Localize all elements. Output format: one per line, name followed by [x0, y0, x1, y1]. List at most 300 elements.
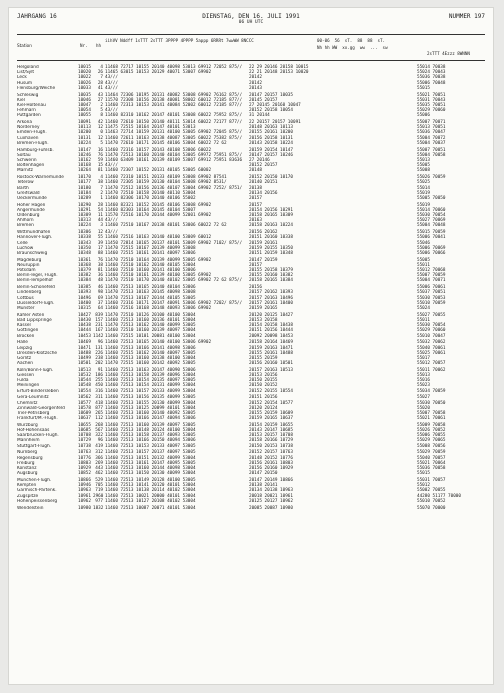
- synop-code: 11460 72513 10151 20132 40099 53004: [105, 455, 196, 461]
- station-number: 10444: [78, 328, 91, 334]
- extra-code: 55036 70038: [417, 75, 446, 81]
- weather-code: 20147 20157 10035: [249, 92, 293, 98]
- extra-code: 55006 70055: [417, 433, 446, 439]
- weather-code: 20151 20156 10444: [249, 328, 293, 334]
- station-height: 81: [97, 268, 103, 274]
- station-height: 231: [95, 323, 103, 329]
- station-name: Garmisch-Partenk.: [17, 488, 57, 494]
- weather-code: 20159 20155 10350: [249, 245, 293, 251]
- station-height: 5: [100, 108, 103, 114]
- extra-code: 55013: [417, 157, 430, 163]
- table-row: [17, 389, 485, 394]
- station-height: 55: [97, 235, 103, 241]
- station-height: 38: [97, 262, 103, 268]
- station-height: 41: [97, 85, 103, 91]
- extra-code: 55014: [417, 185, 430, 191]
- station-height: 69: [97, 295, 103, 301]
- station-name: Oldenburg: [17, 213, 40, 219]
- station-name: Angermünde: [17, 207, 45, 213]
- weather-code: 20134 20156: [249, 190, 278, 196]
- table-row: [17, 141, 485, 146]
- extra-code: 55004 70058: [417, 152, 446, 158]
- extra-code: 55024: [417, 306, 430, 311]
- volume-label: JAHRGANG 16: [17, 13, 57, 20]
- extra-code: 55032 70062: [417, 340, 446, 346]
- station-height: 28: [97, 202, 103, 208]
- synop-code: 11570 72308 10156 20138 40081 58002 60012 72185 877//: [105, 97, 243, 103]
- station-number: 10200: [78, 130, 91, 136]
- station-height: 186: [95, 373, 103, 379]
- extra-code: 55006 70069: [417, 245, 446, 251]
- station-number: 10609: [78, 410, 91, 416]
- extra-code: 55007 70059: [417, 273, 446, 279]
- synop-code: 11460 72513 10166 20147 40094 53006: [105, 416, 196, 422]
- weather-code: 20155 20158 10379: [249, 268, 293, 274]
- issue-number: NUMMER 197: [448, 13, 485, 20]
- synop-code: 11460 72513 10148 20124 40100 53004: [105, 428, 196, 434]
- station-name: Bremen-Flugh.: [17, 140, 49, 146]
- weather-code: 20152 20155 10554: [249, 388, 293, 394]
- station-name: Giessen: [17, 373, 35, 379]
- synop-code: 11460 72516 10163 20140 40100 53009 60012: [105, 235, 212, 241]
- station-height: 12: [97, 230, 103, 236]
- station-number: 10453: [78, 333, 91, 339]
- table-row: [17, 499, 485, 504]
- station-number: 10348: [78, 250, 91, 256]
- station-height: 462: [95, 471, 103, 477]
- extra-code: 55026 70059: [417, 175, 446, 181]
- table-row: [17, 251, 485, 256]
- station-number: 10224: [78, 223, 91, 229]
- extra-code: 55030 70054: [417, 323, 446, 329]
- station-name: Fehmarn: [17, 108, 36, 114]
- station-name: Wendelstein: [17, 505, 44, 511]
- weather-code: 20138 20141: [249, 483, 278, 489]
- synop-code: 11460 72510 10167 20138 40101 53006 60022 72 62: [105, 223, 227, 229]
- station-height: 12: [97, 135, 103, 141]
- extra-code: 55006: [417, 113, 430, 119]
- station-name: Zugspitze: [17, 493, 39, 499]
- extra-code: 55030 70054: [417, 213, 446, 219]
- station-name: Hannover-Flugh.: [17, 235, 53, 241]
- weather-code: 20153 20158: [249, 317, 278, 323]
- station-height: 38: [97, 180, 103, 186]
- station-number: 10637: [78, 416, 91, 422]
- station-height: 202: [95, 361, 103, 367]
- station-name: Brocken: [17, 333, 35, 339]
- station-name: Emden-Flugh.: [17, 130, 47, 136]
- station-number: 10289: [78, 195, 91, 201]
- weather-code: 22 21 20148 20153 10020: [249, 70, 309, 76]
- synop-code: 11460 63409 10161 20139 40109 53007 69912 75951 83636: [105, 157, 243, 163]
- station-number: 10379: [78, 268, 91, 274]
- station-name: Meiningen: [17, 383, 40, 389]
- station-table: [17, 65, 485, 511]
- table-row: [17, 196, 485, 201]
- weather-code: 20154 20156 10291: [249, 207, 293, 213]
- synop-code: 11460 72515 10101 20081 40100 53004: [105, 333, 196, 339]
- extra-code: 55021 70061: [417, 416, 446, 422]
- extra-code: 55007 70051: [417, 147, 446, 153]
- weather-code: 20158 20165 10309: [249, 213, 293, 219]
- station-height: 1832: [93, 505, 104, 511]
- col-nr-label: Nr.: [80, 43, 88, 48]
- station-height: 64: [97, 306, 103, 311]
- station-height: 54: [97, 207, 103, 213]
- station-height: 2: [100, 102, 103, 108]
- station-number: 10035: [78, 92, 91, 98]
- extra-code: 55070 70000: [417, 505, 446, 511]
- synop-code: 11470 72515 10167 20139 40099 53008: [105, 245, 196, 251]
- station-number: 10532: [78, 373, 91, 379]
- weather-code: 20148 20163 10113: [249, 125, 293, 131]
- weather-code: 20159 20165: [249, 306, 278, 311]
- table-row: [17, 506, 485, 511]
- station-height: 269: [95, 460, 103, 466]
- weather-code: 27 20146: [249, 157, 270, 163]
- station-name: Magdeburg: [17, 257, 42, 263]
- weather-code: 20153 20156: [249, 373, 278, 379]
- weather-code: 20158 20166 10729: [249, 438, 293, 444]
- table-row: [17, 306, 485, 311]
- station-number: 10548: [78, 383, 91, 389]
- station-name: Hof-Hohensaas: [17, 428, 50, 434]
- weather-code: 20153 20157 10708: [249, 433, 293, 439]
- synop-code: 11460 72513 10158 20137 40093 53005: [105, 433, 196, 439]
- weather-code: 20155 20159: [249, 355, 278, 361]
- extra-code: 55031 70043: [417, 97, 446, 103]
- station-number: 10091: [78, 120, 91, 126]
- station-name: Trier-Petrisberg: [17, 410, 50, 416]
- station-name: Görlitz: [17, 355, 32, 361]
- weather-code: 20142: [249, 75, 262, 81]
- station-name: Ahlhorn: [17, 218, 34, 224]
- table-row: [17, 444, 485, 449]
- synop-code: 43///: [105, 218, 118, 224]
- station-name: Schleswig: [17, 92, 39, 98]
- synop-code: 11460 72513 10156 20135 40099 53005: [105, 395, 196, 401]
- extra-code: 55005 70050: [417, 195, 446, 201]
- col-station-label: Station: [17, 43, 32, 48]
- station-name: München-Flugh.: [17, 477, 52, 483]
- weather-code: 20157 20162 10393: [249, 290, 293, 296]
- station-height: 43: [97, 92, 103, 98]
- station-name: Kahler Asten: [17, 312, 45, 318]
- station-height: 2960: [93, 493, 104, 499]
- station-number: 10131: [78, 135, 91, 141]
- station-height: 311: [95, 395, 103, 401]
- extra-code: 55014 70060: [417, 207, 446, 213]
- station-name: Neuruppin: [17, 262, 40, 268]
- extra-code: 55005: [417, 163, 430, 169]
- station-name: Frankfurt/M.-Flugh.: [17, 416, 58, 422]
- weather-code: 20152 20150 10170: [249, 175, 293, 181]
- station-number: 10350: [78, 245, 91, 251]
- weather-code: 20143: [249, 85, 262, 91]
- synop-code: 11460 72513 10165 20140 40100 53006 69902: [105, 340, 212, 346]
- station-name: Potsdam: [17, 268, 36, 274]
- station-name: Wittmundhafen: [17, 230, 51, 236]
- station-number: 10501: [78, 361, 91, 367]
- station-height: 322: [95, 433, 103, 439]
- station-number: 10385: [78, 285, 91, 291]
- station-height: 88: [97, 250, 103, 256]
- weather-code: 20159 20165 10637: [249, 416, 293, 422]
- weather-code: 20142: [249, 80, 262, 86]
- station-number: 10147: [78, 147, 91, 153]
- station-height: 366: [95, 455, 103, 461]
- synop-code: 11460 72513 10125 20099 40101 53004: [105, 405, 196, 411]
- table-row: [17, 278, 485, 283]
- weather-code: 20150 20152: [249, 383, 278, 389]
- station-height: 567: [95, 428, 103, 434]
- weather-code: 22 20157 20157 10091: [249, 120, 301, 126]
- station-name: Kiel-Holtenau: [17, 102, 46, 108]
- extra-code: 55024 70043: [417, 70, 446, 76]
- synop-code: 11470 72513 10162 20140 40099 53005: [105, 323, 196, 329]
- station-height: 2: [100, 190, 103, 196]
- extra-code: 55027: [417, 395, 430, 401]
- station-number: 10708: [78, 433, 91, 439]
- station-height: 36: [97, 273, 103, 279]
- station-name: Ueckermünde: [17, 195, 47, 201]
- station-name: Cuxhaven: [17, 135, 39, 141]
- station-number: 10963: [78, 488, 91, 494]
- bulletin-page: [9, 8, 493, 684]
- extra-code: 55010 70059: [417, 300, 446, 306]
- extra-code: 55030 70053: [417, 295, 446, 301]
- extra-code: 55011: [417, 262, 430, 268]
- synop-code: 11463 72714 10159 20131 40100 53005 69902 72045 875//: [105, 130, 243, 136]
- station-number: 10929: [78, 466, 91, 471]
- extra-code: 55029 70060: [417, 108, 446, 114]
- station-name: Göttingen: [17, 328, 39, 334]
- station-height: 839: [95, 312, 103, 318]
- station-number: 10961: [78, 493, 91, 499]
- synop-code: 11460 72510 10161 20139 40100 53005 69902: [105, 273, 212, 279]
- station-height: 7: [100, 185, 103, 191]
- extra-code: 55009 70058: [417, 422, 446, 428]
- weather-code: 20145 20157: [249, 97, 278, 103]
- synop-code: 11460 72513 10160 20139 40097 53005: [105, 422, 196, 428]
- synop-code: 11460 72313 10153 20141 40084 52002 60012 72185 877//: [105, 102, 243, 108]
- synop-code: 11460 82321 10152 20145 40106 53008 69902: [105, 202, 212, 208]
- station-number: 10738: [78, 443, 91, 449]
- station-number: 10852: [78, 471, 91, 477]
- extra-code: 55034 70059: [417, 388, 446, 394]
- synop-code: 11460 72510 10160 20139 40097 53004: [105, 328, 196, 334]
- weather-code: 20092 20098 10453: [249, 333, 293, 339]
- station-height: 268: [95, 422, 103, 428]
- station-name: Dresden-Klotzsche: [17, 350, 58, 356]
- col-code3-label: Nh hh WW xx.gg ww ... sw: [317, 45, 388, 50]
- weather-code: 20154 20159 10655: [249, 422, 293, 428]
- weather-code: 20151 20156: [249, 395, 278, 401]
- station-name: Greifswald: [17, 190, 40, 196]
- synop-code: 11450 72814 10165 20137 40101 53009 69902 7102/ 875//: [105, 240, 243, 246]
- station-height: 91: [97, 367, 103, 373]
- station-number: 10776: [78, 455, 91, 461]
- station-name: Berlin-Tegel, Flugh.: [17, 273, 58, 279]
- station-name: Halle: [17, 340, 28, 346]
- synop-code: 11460 72513 10150 20130 40099 53004: [105, 471, 196, 477]
- station-height: 443: [95, 466, 103, 471]
- synop-code: 43///: [105, 108, 118, 114]
- weather-code: 20120 20124: [249, 405, 278, 411]
- station-number: 10313: [78, 218, 91, 224]
- station-number: 10177: [78, 180, 91, 186]
- table-row: [17, 223, 485, 228]
- extra-code: 55016: [417, 378, 430, 384]
- station-number: 10113: [78, 125, 91, 131]
- synop-code: 11460 72515 10161 20141 40097 53006: [105, 250, 196, 256]
- station-number: 10962: [78, 498, 91, 504]
- station-name: Regensburg: [17, 455, 43, 461]
- station-name: Soltau: [17, 152, 31, 158]
- station-name: Boltenhagen: [17, 163, 45, 169]
- synop-code: 11460 72513 10160 20136 40101 53004: [105, 317, 196, 323]
- synop-code: 11460 82310 10162 20147 40101 53008 60022 75952 875//: [105, 113, 243, 119]
- weather-code: 20156: [249, 285, 262, 291]
- station-name: Aachen: [17, 361, 34, 367]
- station-name: Norderney: [17, 125, 40, 131]
- col-code-label: iihVV Nddff 1sTTT 2sTTT 3PPPP 4PPPP 5appp 6RRRt 7wwWW 8NCCC: [105, 38, 254, 43]
- station-height: 96: [97, 438, 103, 444]
- synop-code: 43///: [105, 230, 118, 236]
- station-name: Gera-Leumnitz: [17, 395, 49, 401]
- extra-code: 55046: [417, 240, 430, 246]
- station-height: 7: [100, 75, 103, 81]
- station-name: Helgoland: [17, 65, 39, 70]
- weather-code: 22 29 20146 20158 10015: [249, 65, 309, 70]
- weather-code: 20157 20163 10513: [249, 367, 293, 373]
- extra-code: 55017: [417, 355, 430, 361]
- station-height: 98: [97, 290, 103, 296]
- extra-code: 55025: [417, 180, 430, 186]
- station-number: 10020: [78, 70, 91, 76]
- extra-code: 55021 70064: [417, 460, 446, 466]
- extra-code: 55036 70058: [417, 466, 446, 471]
- weather-code: 20147 20149 10866: [249, 477, 293, 483]
- station-number: 10246: [78, 152, 91, 158]
- station-name: Erfurt-Bindersleben: [17, 388, 59, 394]
- station-number: 10170: [78, 175, 91, 181]
- station-number: 10368: [78, 262, 91, 268]
- station-name: Lüchow: [17, 245, 34, 251]
- synop-code: 11460 72513 10158 20139 40096 53004: [105, 373, 196, 379]
- synop-code: 11460 72513 10160 20138 40100 53004: [105, 355, 196, 361]
- station-name: Chemnitz: [17, 400, 38, 406]
- extra-code: 55013: [417, 373, 430, 379]
- station-number: 10499: [78, 355, 91, 361]
- station-height: 37: [97, 300, 103, 306]
- station-number: 10180: [78, 185, 91, 191]
- station-number: 10046: [78, 97, 91, 103]
- station-number: 10763: [78, 450, 91, 456]
- synop-code: 11460 72513 10157 20133 40099 53004: [105, 388, 196, 394]
- synop-code: 11464 72306 10195 20131 40082 53008 69902 76162 875//: [105, 92, 243, 98]
- weather-code: 20018 20021 10961: [249, 493, 293, 499]
- station-name: Konstanz: [17, 466, 37, 471]
- station-number: 10578: [78, 405, 91, 411]
- station-number: 10290: [78, 202, 91, 208]
- station-height: 450: [95, 383, 103, 389]
- station-height: 81: [97, 168, 103, 174]
- extra-code: 44280 51177 70000: [417, 493, 461, 499]
- extra-code: 55015: [417, 85, 430, 91]
- extra-code: 55029 70065: [417, 438, 446, 444]
- station-height: 419: [95, 443, 103, 449]
- synop-code: 11460 72513 10141 20120 40101 53004: [105, 483, 196, 489]
- weather-code: 20152 20154 10577: [249, 400, 293, 406]
- header-rule-bottom: [17, 60, 485, 61]
- weather-code: 20159 20154 10147: [249, 147, 293, 153]
- weather-code: 20150 20153 10738: [249, 443, 293, 449]
- synop-code: 11460 72516 10168 20148 40093 53006 69902: [105, 306, 212, 311]
- station-number: 10309: [78, 213, 91, 219]
- weather-code: 20157 20161 10400: [249, 300, 293, 306]
- extra-code: 55036 70047: [417, 130, 446, 136]
- weather-code: 20155 20161 10200: [249, 130, 293, 136]
- synop-code: 11470 72510 10126 20100 40100 53004: [105, 312, 196, 318]
- weather-code: 20155 20161 10488: [249, 350, 293, 356]
- extra-code: 55029 70059: [417, 450, 446, 456]
- synop-code: 11460 72513 10165 20140 40104 53006: [105, 285, 196, 291]
- station-name: Münster: [17, 306, 35, 311]
- weather-code: 20143 20158 10224: [249, 140, 293, 146]
- header-rule-top: [17, 34, 485, 35]
- weather-code: 20151 20159 10348: [249, 250, 293, 256]
- station-height: 8: [100, 113, 103, 119]
- station-name: Fulda: [17, 378, 29, 384]
- station-height: 59: [97, 157, 103, 163]
- extra-code: 55040 70057: [417, 455, 446, 461]
- extra-code: 55011: [417, 317, 430, 323]
- station-name: Schwerin: [17, 157, 37, 163]
- synop-code: 11570 72516 10170 20144 40099 52001 69902: [105, 213, 212, 219]
- table-row: [17, 334, 485, 339]
- station-name: Hamburg-Fuhlsb.: [17, 147, 54, 153]
- synop-code: 11460 72513 10127 20108 40102 53004: [105, 498, 196, 504]
- station-name: Saarbrücken-Flugh.: [17, 433, 59, 439]
- synop-code: 11460 72513 10154 20131 40099 53004: [105, 383, 196, 389]
- station-number: 10306: [78, 230, 91, 236]
- extra-code: 55040 70061: [417, 345, 446, 351]
- station-number: 10554: [78, 388, 91, 394]
- extra-code: 55010 70052: [417, 498, 446, 504]
- weather-code: 20143 20147 10685: [249, 428, 293, 434]
- station-name: Bremen: [17, 223, 34, 229]
- synop-code: 11475 72515 10164 20147 40101 53013: [105, 125, 196, 131]
- station-height: 1142: [93, 333, 104, 339]
- synop-code: 11460 72611 10163 20138 40087 53005 60022 75382 875//: [105, 135, 243, 141]
- station-number: 10577: [78, 400, 91, 406]
- table-row: [17, 416, 485, 421]
- station-height: 167: [95, 328, 103, 334]
- station-height: 112: [95, 416, 103, 422]
- weather-code: 20152 20157: [249, 163, 278, 169]
- station-number: 10496: [78, 295, 91, 301]
- weather-code: 20085 20087 10980: [249, 505, 293, 511]
- extra-code: 55005: [417, 257, 430, 263]
- station-number: 10015: [78, 65, 91, 70]
- weather-code: 20155 20160 10382: [249, 273, 293, 279]
- station-name: Husum: [17, 80, 33, 86]
- station-height: 719: [95, 488, 103, 494]
- extra-code: 55004 70071: [417, 278, 446, 284]
- synop-code: 11460 82303 10164 20145 40104 53007: [105, 207, 196, 213]
- weather-code: 20158 20165 10384: [249, 278, 293, 284]
